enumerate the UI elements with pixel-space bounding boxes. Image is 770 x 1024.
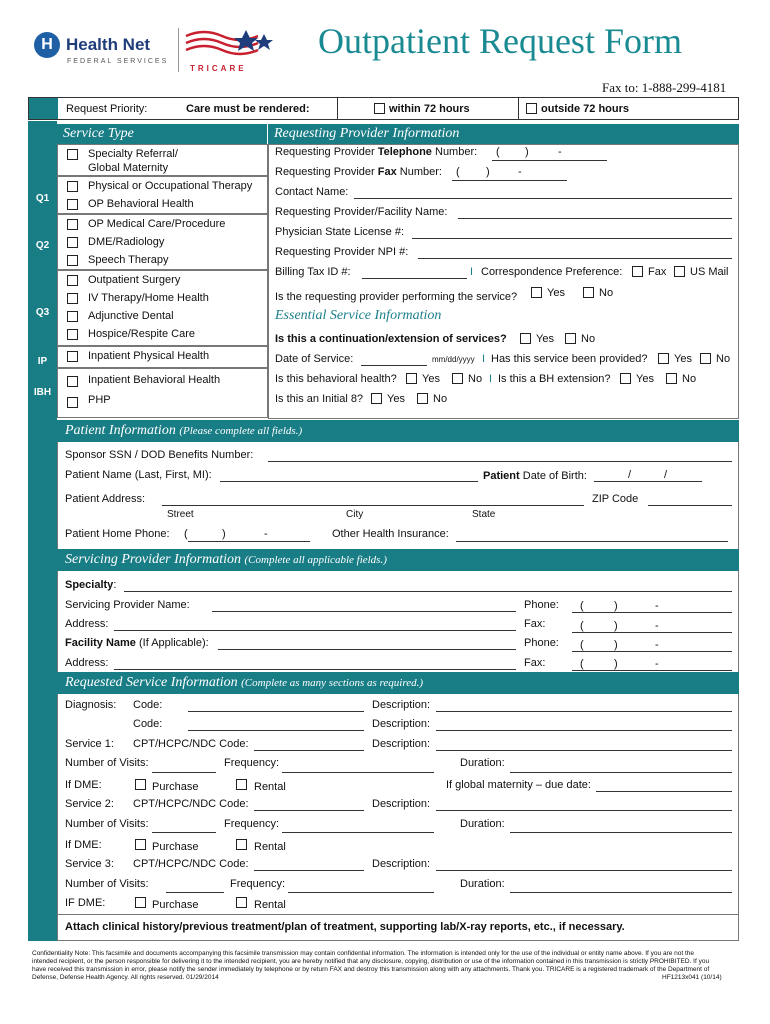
facility-fax-input[interactable] xyxy=(572,670,732,671)
servicing-phone-label: Phone: xyxy=(524,599,559,611)
home-phone-label: Patient Home Phone: xyxy=(65,528,170,540)
section-sidebar-lower xyxy=(28,420,57,941)
bh-extension-label: Is this a BH extension? xyxy=(498,373,611,385)
service-item-hospice: Hospice/Respite Care xyxy=(88,328,195,340)
global-maternity-label: If global maternity – due date: xyxy=(446,779,591,791)
patient-name-input[interactable] xyxy=(220,481,478,482)
service-item-op-bh: OP Behavioral Health xyxy=(88,198,194,210)
service3-frequency-input[interactable] xyxy=(288,892,434,893)
attach-instructions: Attach clinical history/previous treatment/plan of treatment, supporting lab/X-ray reports, etc., if necessary. xyxy=(65,921,625,933)
servicing-phone-input[interactable] xyxy=(572,612,732,613)
service2-dme-label: If DME: xyxy=(65,839,102,851)
description-label-2: Description: xyxy=(372,718,431,730)
service3-frequency-label: Frequency: xyxy=(230,878,286,890)
service1-visits-label: Number of Visits: xyxy=(65,757,149,769)
service2-frequency-label: Frequency: xyxy=(224,818,280,830)
priority-label: Request Priority: xyxy=(66,103,148,115)
section-sidebar-upper xyxy=(28,121,57,420)
service-item-specialty: Specialty Referral/ xyxy=(88,148,178,160)
dob-label: Patient Date of Birth: xyxy=(483,470,587,482)
hospice-checkbox[interactable] xyxy=(67,329,78,340)
servicing-provider-bar xyxy=(57,549,739,571)
ssn-input[interactable] xyxy=(268,461,732,462)
tag-q2: Q2 xyxy=(35,240,50,251)
continuation-no-checkbox[interactable] xyxy=(565,333,576,344)
performing-no-checkbox[interactable] xyxy=(583,287,594,298)
correspondence-label: Correspondence Preference: xyxy=(481,266,623,278)
logo-text: Health Net xyxy=(66,35,151,54)
contact-name-input[interactable] xyxy=(354,198,732,199)
priority-row xyxy=(28,97,739,120)
service1-purchase-checkbox[interactable] xyxy=(135,779,146,790)
facility-name-input[interactable] xyxy=(458,218,732,219)
service1-cpt-input[interactable] xyxy=(254,750,364,751)
service1-desc-label: Description: xyxy=(372,738,431,750)
initial8-yes-checkbox[interactable] xyxy=(371,393,382,404)
iv-therapy-checkbox[interactable] xyxy=(67,293,78,304)
service-type-bar xyxy=(57,124,267,144)
service2-cpt-label: CPT/HCPC/NDC Code: xyxy=(133,798,249,810)
req-fax-input[interactable] xyxy=(452,180,567,181)
inpatient-physical-checkbox[interactable] xyxy=(67,351,78,362)
requested-service-heading: Requested Service Information (Complete as many sections as required.) xyxy=(65,675,424,690)
service3-desc-input[interactable] xyxy=(436,870,732,871)
service1-duration-input[interactable] xyxy=(510,772,732,773)
facility-address-label: Address: xyxy=(65,657,109,669)
tricare-flag-icon xyxy=(184,26,280,62)
bh-ext-no-checkbox[interactable] xyxy=(666,373,677,384)
service3-desc-label: Description: xyxy=(372,858,431,870)
provided-yes-checkbox[interactable] xyxy=(658,353,669,364)
health-net-logo xyxy=(34,30,174,74)
servicing-provider-heading: Servicing Provider Information (Complete all applicable fields.) xyxy=(65,552,387,567)
servicing-address-input[interactable] xyxy=(114,630,516,631)
requested-service-bar xyxy=(57,672,739,694)
service-item-ip: Inpatient Physical Health xyxy=(88,350,210,362)
op-medical-checkbox[interactable] xyxy=(67,219,78,230)
continuation-yes-checkbox[interactable] xyxy=(520,333,531,344)
servicing-address-label: Address: xyxy=(65,618,109,630)
service2-label: Service 2: xyxy=(65,798,114,810)
servicing-fax-label: Fax: xyxy=(524,618,546,630)
req-phone-label: Requesting Provider Telephone Number: xyxy=(275,146,478,158)
tag-q3: Q3 xyxy=(35,307,50,318)
facility-input[interactable] xyxy=(218,649,516,650)
service1-cpt-label: CPT/HCPC/NDC Code: xyxy=(133,738,249,750)
specialty-referral-checkbox[interactable] xyxy=(67,149,78,160)
npi-label: Requesting Provider NPI #: xyxy=(275,246,409,258)
service-item-maternity: Global Maternity xyxy=(88,162,169,174)
facility-label: Facility Name (If Applicable): xyxy=(65,637,209,649)
bh-ext-yes-checkbox[interactable] xyxy=(620,373,631,384)
outside-72-label: outside 72 hours xyxy=(541,103,630,115)
diagnosis-code-2-input[interactable] xyxy=(188,730,364,731)
home-phone-input[interactable] xyxy=(188,541,310,542)
within-72-checkbox[interactable] xyxy=(374,103,385,114)
service2-purchase-checkbox[interactable] xyxy=(135,839,146,850)
service2-visits-label: Number of Visits: xyxy=(65,818,149,830)
patient-address-input[interactable] xyxy=(162,505,584,506)
npi-input[interactable] xyxy=(418,258,732,259)
speech-therapy-checkbox[interactable] xyxy=(67,255,78,266)
service3-dme-label: IF DME: xyxy=(65,897,106,909)
diagnosis-code-1-input[interactable] xyxy=(188,711,364,712)
tricare-text: TRICARE xyxy=(190,64,247,73)
initial8-label: Is this an Initial 8? xyxy=(275,393,364,405)
req-phone-input[interactable] xyxy=(492,160,607,161)
service3-rental-checkbox[interactable] xyxy=(236,897,247,908)
behavioral-yes-checkbox[interactable] xyxy=(406,373,417,384)
service-item-php: PHP xyxy=(88,394,111,406)
service2-cpt-input[interactable] xyxy=(254,810,364,811)
other-insurance-input[interactable] xyxy=(456,541,728,542)
confidentiality-note: Confidentiality Note: This facsimile and documents accompanying this facsimile transmission may contain confidential information. The information is intended only for the use of the individual or entity name above. If you are not the intended recipient, or the person responsible for delivering it to the intended recipient, you are hereby notified that any disclosure, copying, distribution or use of the information contained in this transmission is strictly PROHIBITED. If you have received this transmission in error, please notify the sender immediately by telephone or by return FAX and destroy this transmission along with any attachments. Thank you. TRICARE is a registered trademark of the Department of Defense, Defense Health Agency. All rights reserved. 01/29/2014 xyxy=(32,950,710,981)
fax-to: Fax to: 1-888-299-4181 xyxy=(602,80,727,95)
service-item-speech: Speech Therapy xyxy=(88,254,169,266)
req-fax-label: Requesting Provider Fax Number: xyxy=(275,166,442,178)
service-item-pt-ot: Physical or Occupational Therapy xyxy=(88,180,253,192)
date-of-service-label: Date of Service: xyxy=(275,353,354,365)
patient-name-label: Patient Name (Last, First, MI): xyxy=(65,469,212,481)
service1-visits-input[interactable] xyxy=(152,772,216,773)
inpatient-behavioral-checkbox[interactable] xyxy=(67,376,78,387)
within-72-label: within 72 hours xyxy=(389,103,470,115)
description-label-1: Description: xyxy=(372,699,431,711)
php-checkbox[interactable] xyxy=(67,397,78,408)
service2-rental-checkbox[interactable] xyxy=(236,839,247,850)
service-item-dme: DME/Radiology xyxy=(88,236,165,248)
outpatient-surgery-checkbox[interactable] xyxy=(67,275,78,286)
corr-mail-checkbox[interactable] xyxy=(674,266,685,277)
performing-label: Is the requesting provider performing the service? xyxy=(275,291,518,303)
tag-ibh: IBH xyxy=(33,387,52,398)
patient-info-bar xyxy=(57,420,739,442)
behavioral-no-checkbox[interactable] xyxy=(452,373,463,384)
provided-no-checkbox[interactable] xyxy=(700,353,711,364)
contact-name-label: Contact Name: xyxy=(275,186,349,198)
pt-ot-checkbox[interactable] xyxy=(67,181,78,192)
code-label-2: Code: xyxy=(133,718,163,730)
service1-dme-label: If DME: xyxy=(65,779,102,791)
code-label-1: Code: xyxy=(133,699,163,711)
specialty-input[interactable] xyxy=(124,591,732,592)
other-insurance-label: Other Health Insurance: xyxy=(332,528,449,540)
form-title: Outpatient Request Form xyxy=(318,21,682,61)
tricare-logo xyxy=(184,26,280,76)
service-type-heading: Service Type xyxy=(63,126,134,141)
service-item-dental: Adjunctive Dental xyxy=(88,310,174,322)
tag-q1: Q1 xyxy=(35,193,50,204)
facility-fax-label: Fax: xyxy=(524,657,546,669)
form-code: HF1213x041 (10/14) xyxy=(662,974,722,981)
servicing-provider-name-label: Servicing Provider Name: xyxy=(65,599,190,611)
patient-address-label: Patient Address: xyxy=(65,493,146,505)
service2-duration-input[interactable] xyxy=(510,832,732,833)
service2-duration-label: Duration: xyxy=(460,818,505,830)
diagnosis-desc-2-input[interactable] xyxy=(436,730,732,731)
initial8-no-checkbox[interactable] xyxy=(417,393,428,404)
op-behavioral-checkbox[interactable] xyxy=(67,199,78,210)
service-item-op-medical: OP Medical Care/Procedure xyxy=(88,218,226,230)
tax-id-label: Billing Tax ID #: xyxy=(275,266,351,278)
service3-visits-input[interactable] xyxy=(166,892,224,893)
service-item-ibh: Inpatient Behavioral Health xyxy=(88,374,221,386)
service3-cpt-input[interactable] xyxy=(254,870,364,871)
service3-duration-label: Duration: xyxy=(460,878,505,890)
behavioral-label: Is this behavioral health? xyxy=(275,373,397,385)
continuation-label: Is this a continuation/extension of services? xyxy=(275,333,507,345)
essential-heading: Essential Service Information xyxy=(275,308,442,323)
servicing-fax-input[interactable] xyxy=(572,632,732,633)
must-render-label: Care must be rendered: xyxy=(186,103,310,115)
license-input[interactable] xyxy=(412,238,732,239)
service1-duration-label: Duration: xyxy=(460,757,505,769)
tag-ip: IP xyxy=(37,356,48,367)
patient-info-heading: Patient Information (Please complete all fields.) xyxy=(65,423,303,438)
provided-label: Has this service been provided? xyxy=(491,353,648,365)
logo-subtext: FEDERAL SERVICES xyxy=(67,58,169,65)
diagnosis-label: Diagnosis: xyxy=(65,699,117,711)
service3-label: Service 3: xyxy=(65,858,114,870)
logo-divider xyxy=(178,28,179,72)
corr-fax-checkbox[interactable] xyxy=(632,266,643,277)
adjunctive-dental-checkbox[interactable] xyxy=(67,311,78,322)
requesting-provider-heading: Requesting Provider Information xyxy=(274,126,460,141)
service2-desc-label: Description: xyxy=(372,798,431,810)
service1-frequency-input[interactable] xyxy=(282,772,434,773)
facility-address-input[interactable] xyxy=(114,669,516,670)
service3-purchase-checkbox[interactable] xyxy=(135,897,146,908)
dme-radiology-checkbox[interactable] xyxy=(67,237,78,248)
date-of-service-input[interactable] xyxy=(361,365,427,366)
outside-72-checkbox[interactable] xyxy=(526,103,537,114)
requesting-provider-bar xyxy=(268,124,739,144)
zip-label: ZIP Code xyxy=(592,493,639,505)
license-label: Physician State License #: xyxy=(275,226,405,238)
specialty-label: Specialty: xyxy=(65,579,117,591)
diagnosis-desc-1-input[interactable] xyxy=(436,711,732,712)
service-item-iv: IV Therapy/Home Health xyxy=(88,292,209,304)
service1-rental-checkbox[interactable] xyxy=(236,779,247,790)
health-net-emblem-icon: H xyxy=(34,32,60,58)
global-maternity-input[interactable] xyxy=(596,791,732,792)
service1-label: Service 1: xyxy=(65,738,114,750)
zip-input[interactable] xyxy=(648,505,732,506)
service2-visits-input[interactable] xyxy=(152,832,216,833)
service-item-surgery: Outpatient Surgery xyxy=(88,274,181,286)
performing-yes-checkbox[interactable] xyxy=(531,287,542,298)
service1-desc-input[interactable] xyxy=(436,750,732,751)
service3-cpt-label: CPT/HCPC/NDC Code: xyxy=(133,858,249,870)
priority-sidebar xyxy=(29,98,58,119)
facility-phone-input[interactable] xyxy=(572,651,732,652)
service3-visits-label: Number of Visits: xyxy=(65,878,149,890)
service2-frequency-input[interactable] xyxy=(282,832,434,833)
ssn-label: Sponsor SSN / DOD Benefits Number: xyxy=(65,449,254,461)
service1-frequency-label: Frequency: xyxy=(224,757,280,769)
dob-input[interactable] xyxy=(594,481,702,482)
servicing-provider-name-input[interactable] xyxy=(212,611,516,612)
service2-desc-input[interactable] xyxy=(436,810,732,811)
tax-id-input[interactable] xyxy=(362,278,467,279)
facility-name-label: Requesting Provider/Facility Name: xyxy=(275,206,448,218)
facility-phone-label: Phone: xyxy=(524,637,559,649)
service3-duration-input[interactable] xyxy=(510,892,732,893)
